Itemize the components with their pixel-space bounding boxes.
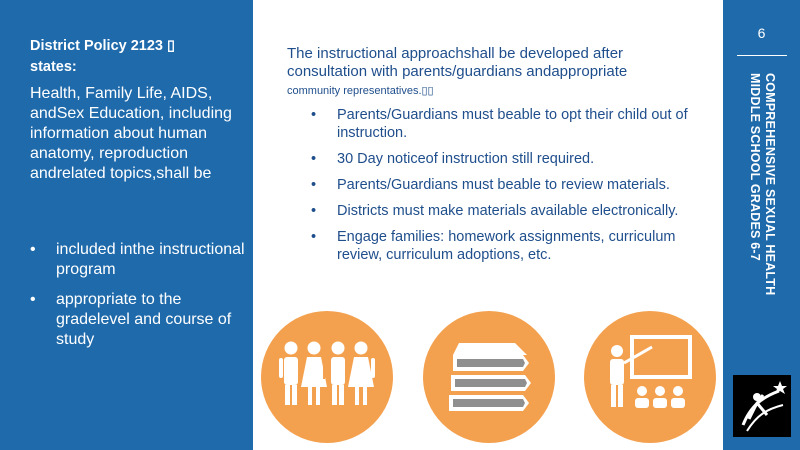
requirement-text: Engage families: homework assignments, curriculum review, curriculum adoptions, etc. [337,229,676,263]
policy-list [30,240,250,360]
missing-glyph: ▯▯ [421,85,434,97]
intro-paragraph [287,45,667,100]
intro-text: The instructional approachshall be developed after consultation with parents/guardians andappropriate [287,45,628,80]
main-content [253,0,723,450]
course-title-line2: MIDDLE SCHOOL GRADES 6-7 [748,73,762,261]
family-circle [261,311,393,443]
right-panel [723,0,800,450]
left-panel [0,0,253,450]
policy-title-line1: District Policy 2123 [30,38,163,54]
star-figure-icon [733,375,791,437]
requirement-item [311,228,691,264]
intro-small-text: community representatives. [287,85,422,97]
requirement-item [311,202,691,220]
policy-title-line2: states: [30,59,77,75]
page-number: 6 [757,25,766,41]
family-icon [261,311,393,443]
requirements-list [311,106,691,272]
bullet-icon: • [311,177,317,193]
requirement-item [311,150,691,168]
missing-glyph: ▯ [163,38,176,54]
policy-body: Health, Family Life, AIDS, andSex Education, including information about human anatomy, reproduction andrelated topics,shall be [30,85,232,182]
teacher-icon [584,311,716,443]
requirement-text: Districts must make materials available electronically. [337,203,679,219]
policy-title [30,36,245,78]
policy-list-item [30,240,250,280]
requirement-text: Parents/Guardians must beable to opt their child out of instruction. [337,107,688,141]
policy-list-item [30,290,250,350]
bullet-icon: • [311,229,317,245]
divider [737,55,787,56]
requirement-item [311,106,691,142]
requirement-text: Parents/Guardians must beable to review materials. [337,177,670,193]
requirement-text: 30 Day noticeof instruction still required. [337,151,595,167]
books-icon [423,311,555,443]
logo [733,375,791,437]
bullet-icon: • [30,291,36,308]
bullet-icon: • [311,107,317,123]
bullet-icon: • [311,151,317,167]
requirement-item [311,176,691,194]
books-circle [423,311,555,443]
policy-list-item-text: appropriate to the gradelevel and course of study [56,291,232,348]
course-title-line1: COMPREHENSIVE SEXUAL HEALTH [763,73,777,296]
bullet-icon: • [30,241,36,258]
course-title [747,73,777,295]
teacher-circle [584,311,716,443]
policy-list-item-text: included inthe instructional program [56,241,245,278]
bullet-icon: • [311,203,317,219]
